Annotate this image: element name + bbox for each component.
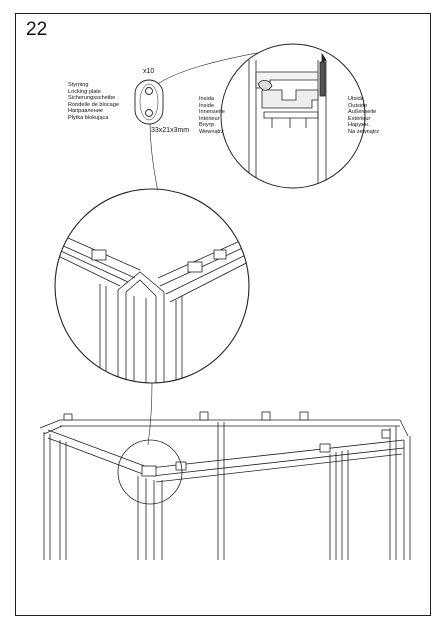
inside-label-list — [199, 96, 225, 136]
part-name: Locking plate — [68, 88, 101, 95]
inside-label: Insida — [199, 96, 214, 102]
inside-label: Inside — [199, 102, 214, 109]
part-dimensions: 33x21x3mm — [151, 127, 190, 134]
part-quantity: x10 — [143, 68, 155, 75]
step-number: 22 — [26, 19, 48, 40]
inside-label: Внутр. — [199, 122, 216, 129]
inside-label: Innenseite — [199, 109, 225, 116]
outside-label: Na zewnątrz — [348, 128, 380, 135]
inside-label: Intérieur — [199, 115, 220, 122]
outside-label: Außenseite — [348, 109, 377, 116]
profile-detail-circle — [221, 44, 365, 200]
shower-cabin-frame — [40, 412, 410, 560]
part-name: Płytka blokująca — [68, 114, 109, 121]
outside-label: Extérieur — [348, 115, 371, 122]
outside-label: Наружн. — [348, 122, 370, 129]
inside-label: Wewnątrz — [199, 128, 224, 135]
part-name-list — [68, 82, 119, 122]
part-name: Sicherungsscheibe — [68, 95, 116, 102]
part-name: Rondelle de blocage — [68, 101, 120, 108]
outside-label-list — [348, 96, 379, 136]
outside-label: Outside — [348, 102, 368, 109]
corner-detail-circle — [50, 189, 260, 390]
part-name: Направление — [68, 108, 103, 115]
locking-plate-icon — [135, 80, 163, 124]
part-name: Styrning — [68, 82, 89, 88]
outside-label: Utsida — [348, 96, 364, 102]
